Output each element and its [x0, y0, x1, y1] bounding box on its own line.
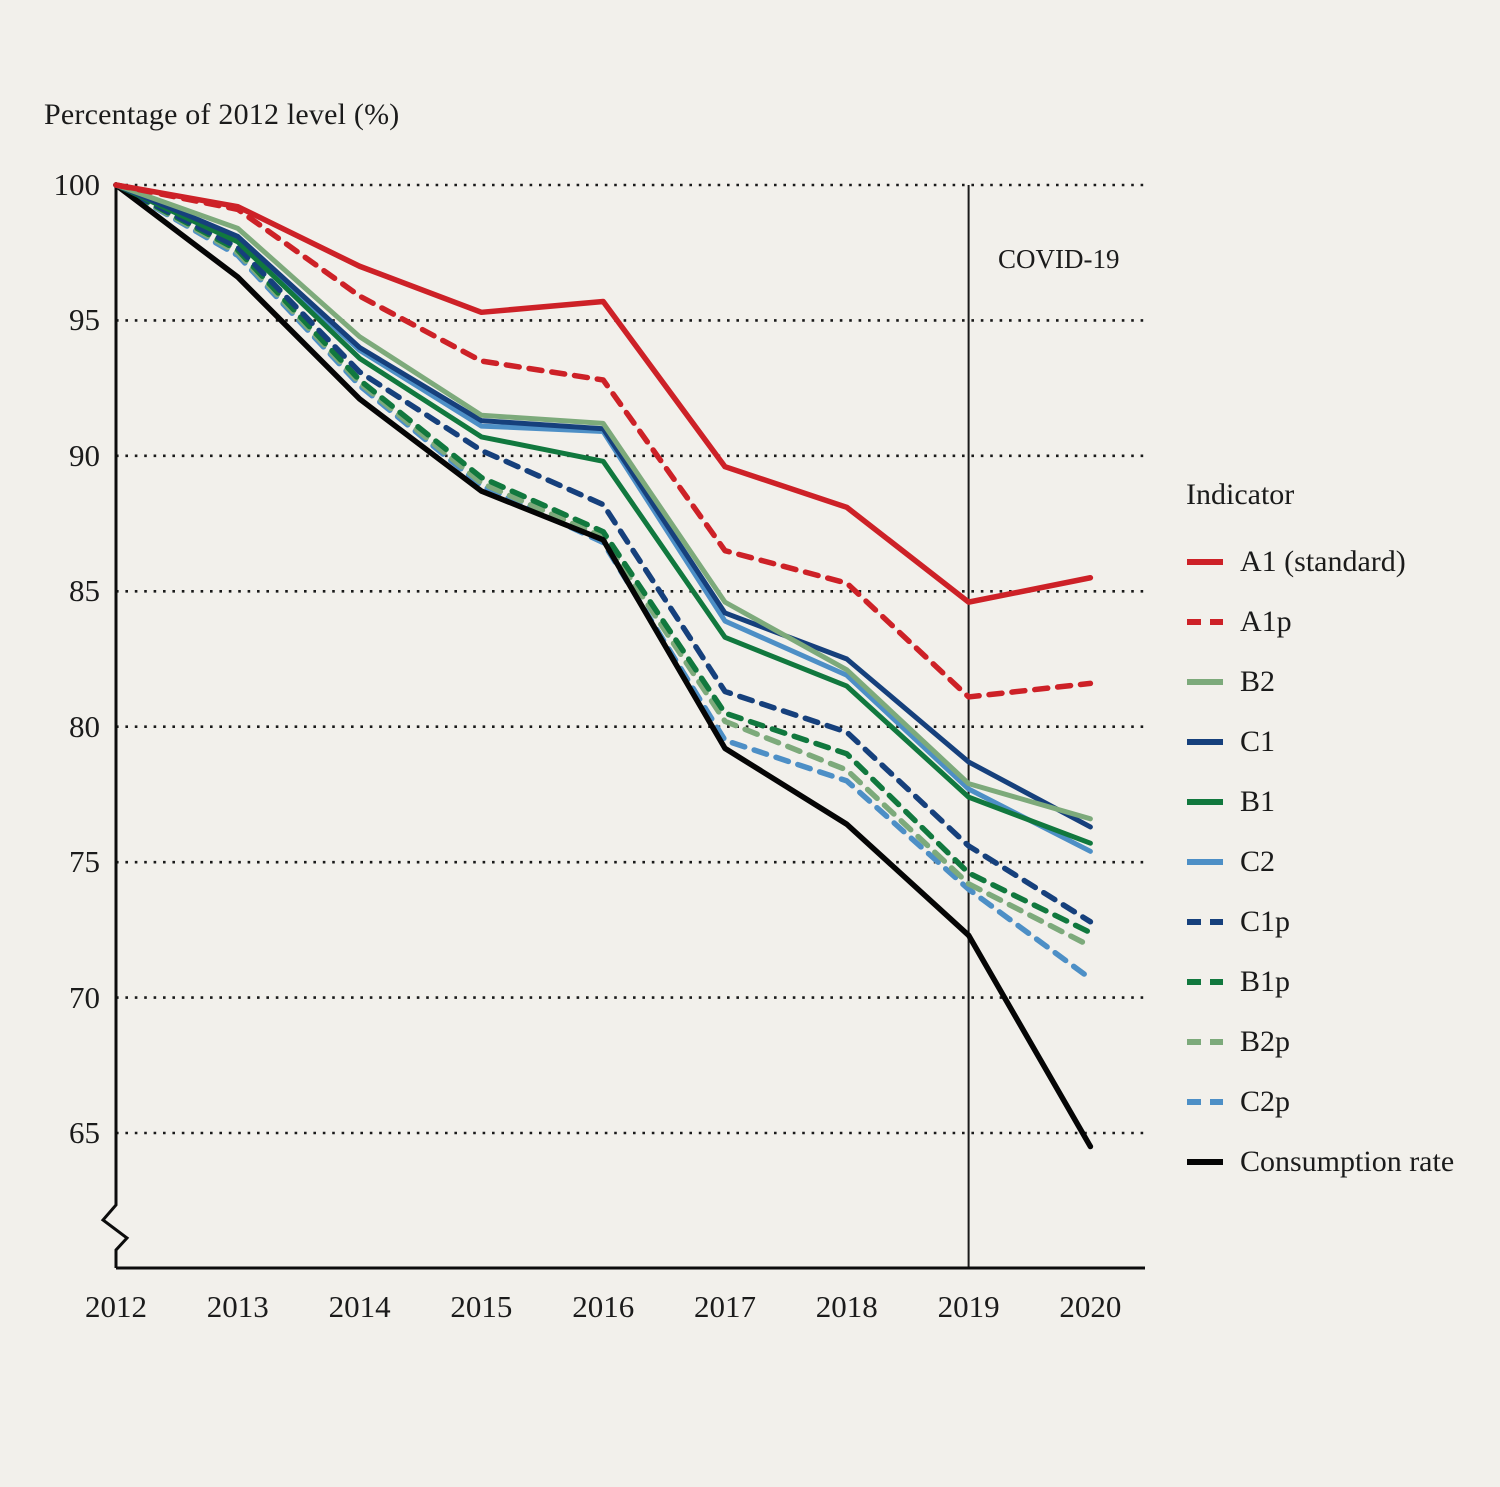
legend-items	[1186, 532, 1486, 1192]
legend-item-label: C1p	[1240, 905, 1291, 938]
legend-item-c2p	[1186, 1072, 1486, 1132]
legend-line-sample	[1186, 1096, 1224, 1108]
legend-line-sample	[1186, 1156, 1224, 1168]
legend-item-label: C2p	[1240, 1085, 1291, 1118]
y-tick-label: 95	[69, 302, 100, 338]
legend-item-c2	[1186, 832, 1486, 892]
legend-item-c1	[1186, 712, 1486, 772]
legend-line-sample	[1186, 796, 1224, 808]
legend-item-a1-standard-	[1186, 532, 1486, 592]
legend-item-label: C2	[1240, 845, 1276, 878]
x-tick-label: 2017	[694, 1289, 756, 1324]
x-tick-label: 2019	[937, 1289, 1000, 1324]
legend-line-sample	[1186, 556, 1224, 568]
legend-line-sample	[1186, 976, 1224, 988]
legend-item-label: C1	[1240, 725, 1276, 758]
legend-item-b1	[1186, 772, 1486, 832]
y-tick-label: 75	[69, 844, 100, 880]
x-tick-label: 2015	[450, 1289, 513, 1324]
legend-item-b2	[1186, 652, 1486, 712]
legend-line-sample	[1186, 856, 1224, 868]
legend-item-c1p	[1186, 892, 1486, 952]
y-tick-label: 70	[69, 979, 100, 1015]
series-line-consumption-rate	[116, 185, 1090, 1147]
legend-item-b2p	[1186, 1012, 1486, 1072]
x-tick-label: 2012	[85, 1289, 147, 1324]
legend-item-a1p	[1186, 592, 1486, 652]
legend-item-label: A1p	[1240, 605, 1292, 638]
y-tick-label: 65	[69, 1115, 100, 1150]
legend-item-b1p	[1186, 952, 1486, 1012]
y-tick-label: 80	[69, 708, 100, 744]
x-tick-label: 2018	[815, 1289, 878, 1324]
x-tick-label: 2016	[572, 1289, 635, 1324]
x-tick-label: 2014	[328, 1289, 391, 1324]
legend-item-label: B2p	[1240, 1025, 1291, 1058]
x-tick-label: 2020	[1059, 1289, 1122, 1324]
legend-line-sample	[1186, 616, 1224, 628]
legend-item-label: Consumption rate	[1240, 1145, 1455, 1178]
chart-title: Percentage of 2012 level (%)	[44, 98, 400, 131]
legend-title: Indicator	[1186, 478, 1295, 511]
legend	[1186, 478, 1486, 1192]
legend-item-consumption-rate	[1186, 1132, 1486, 1192]
legend-line-sample	[1186, 916, 1224, 928]
legend-item-label: B1p	[1240, 965, 1291, 998]
legend-item-label: B2	[1240, 665, 1276, 698]
y-tick-label: 85	[69, 573, 100, 609]
legend-line-sample	[1186, 1036, 1224, 1048]
legend-item-label: A1 (standard)	[1240, 545, 1406, 578]
legend-line-sample	[1186, 676, 1224, 688]
series-line-c2	[116, 185, 1090, 851]
y-tick-label: 100	[53, 167, 100, 202]
x-tick-label: 2013	[206, 1289, 269, 1324]
y-axis-line	[103, 185, 127, 1268]
legend-item-label: B1	[1240, 785, 1276, 818]
covid-annotation-label: COVID-19	[998, 244, 1120, 274]
legend-line-sample	[1186, 736, 1224, 748]
y-tick-label: 90	[69, 437, 100, 473]
series-line-c1p	[116, 185, 1090, 922]
